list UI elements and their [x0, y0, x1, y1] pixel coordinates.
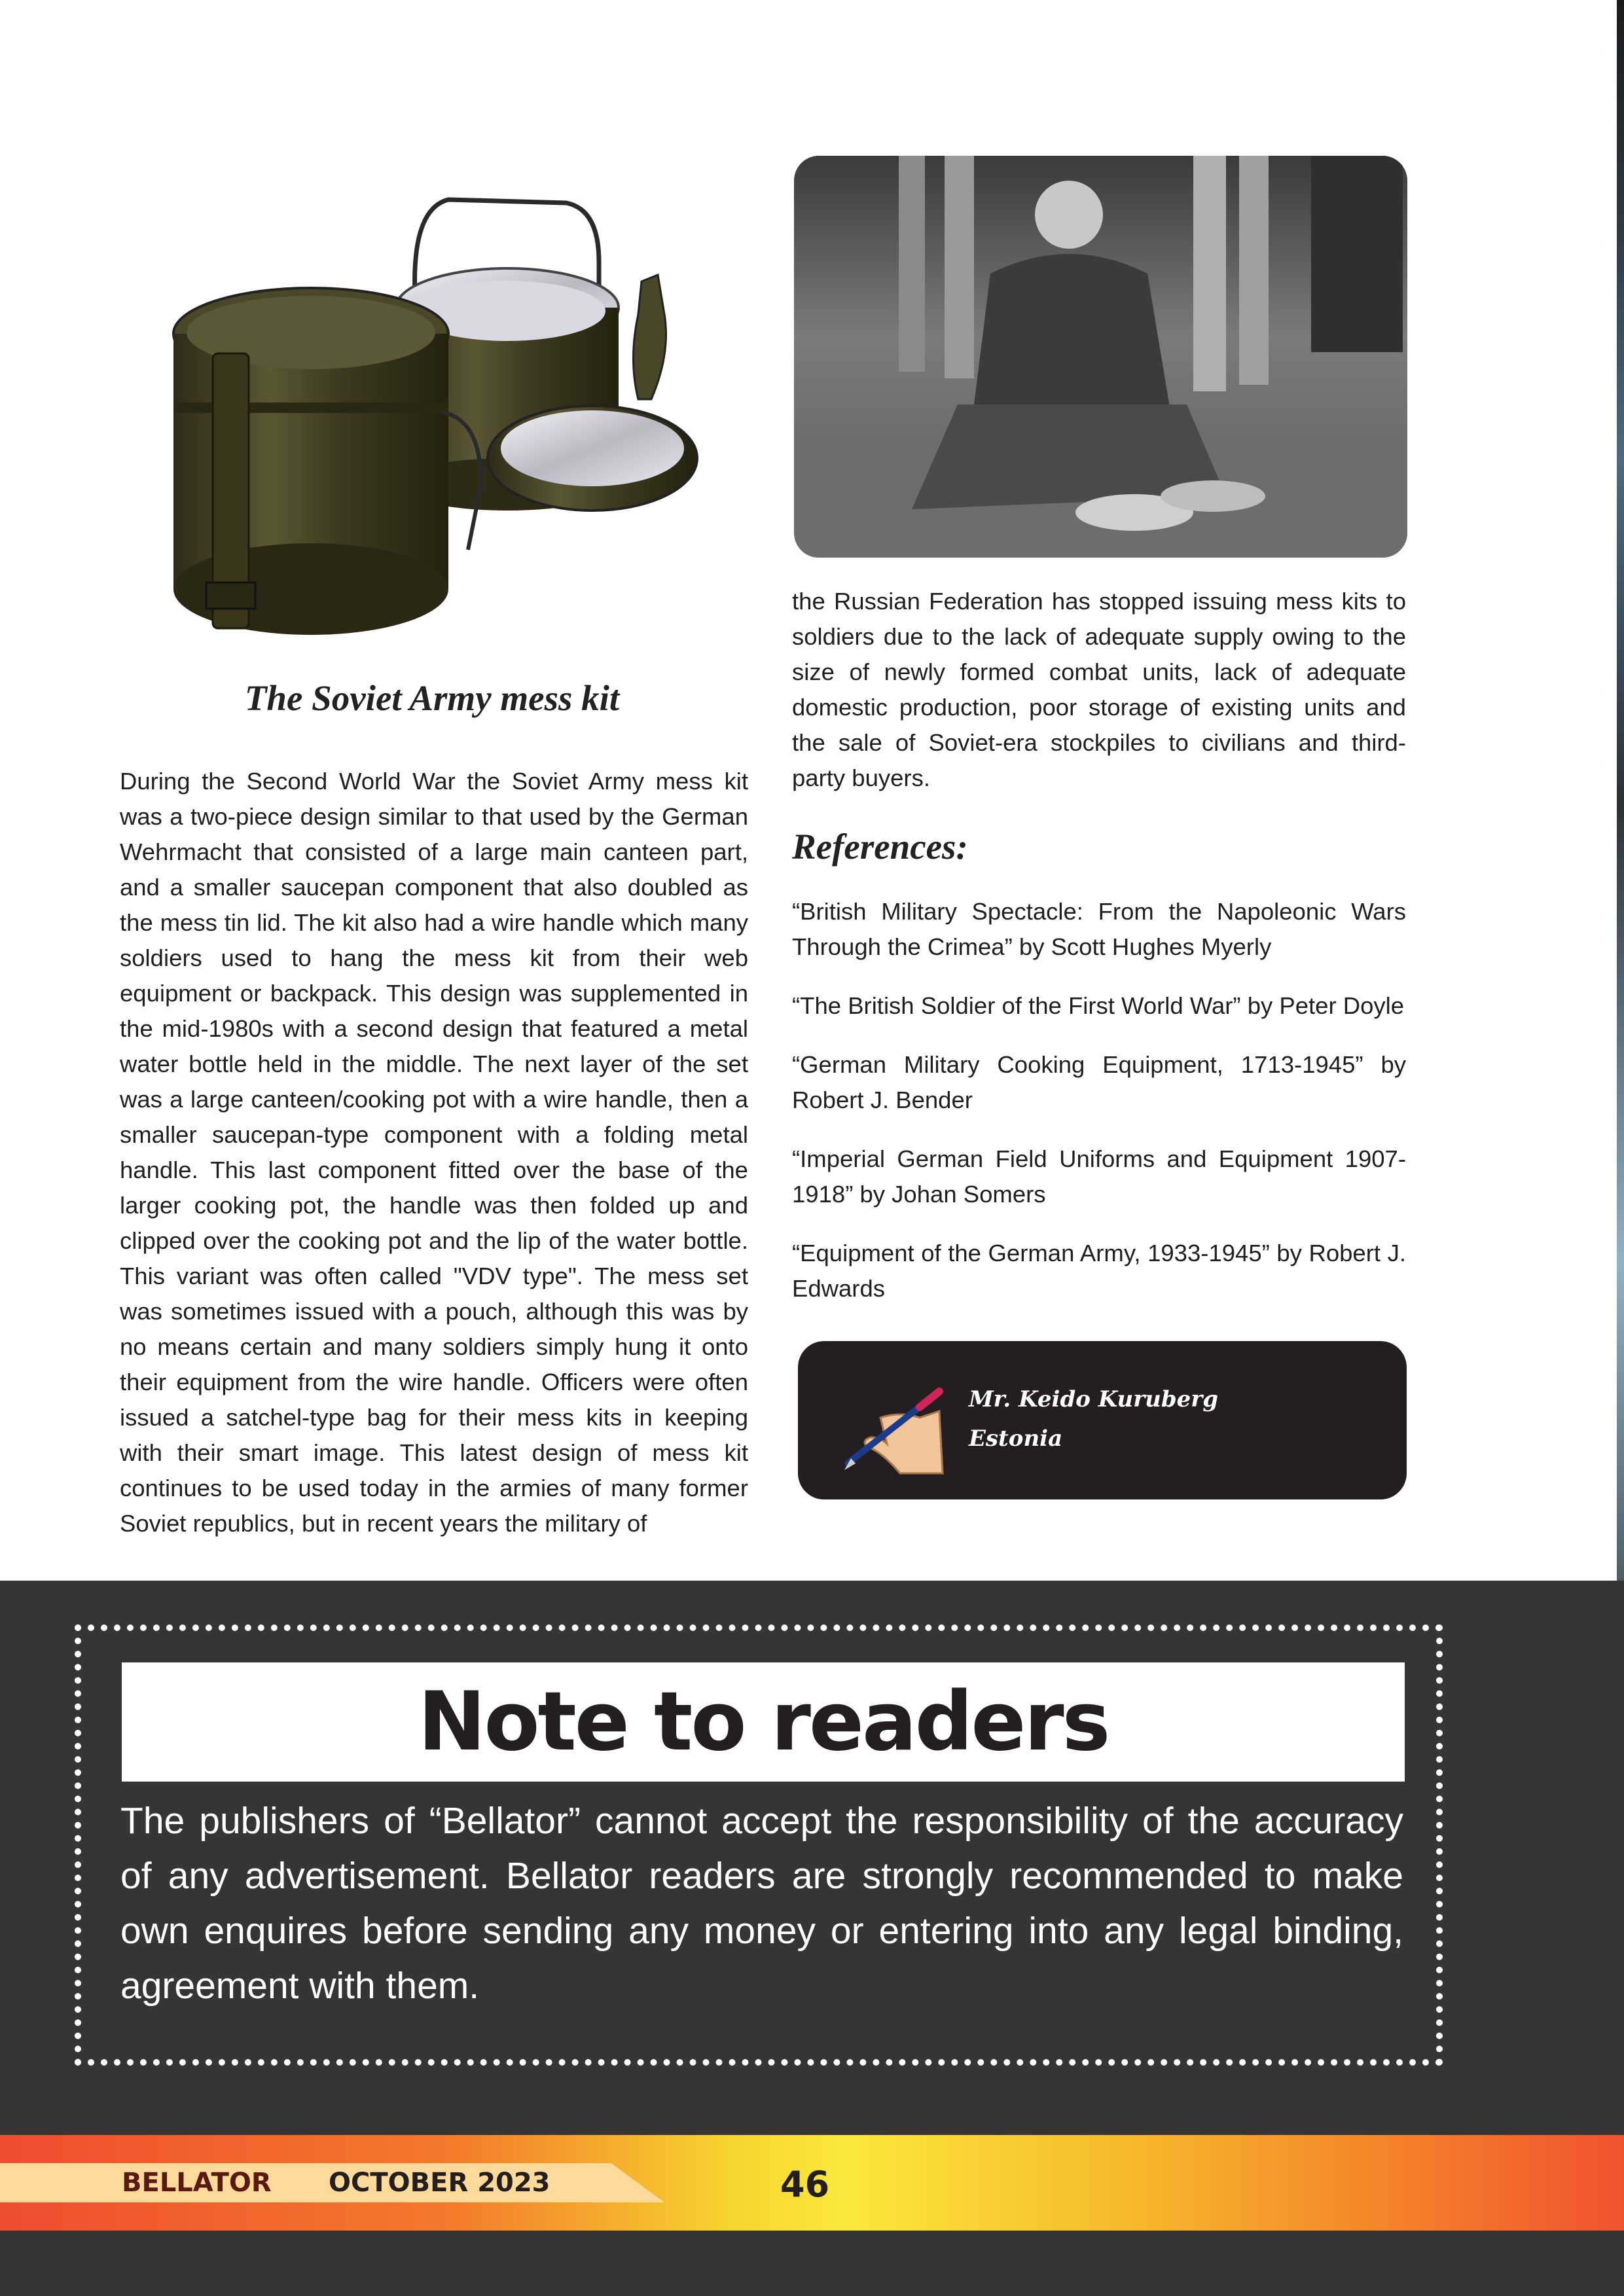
soldier-photo: [794, 156, 1407, 558]
article-body-left: During the Second World War the Soviet Army mess kit was a two-piece design similar to that used by the German Wehrmacht that consisted of a large main canteen part, and a smaller saucepan component that also doubled as the mess tin lid. The kit also had a wire handle which many soldiers used to hang the mess kit from their web equipment or backpack. This design was supplemented in the mid-1980s with a second design that featured a metal water bottle held in the middle. The next layer of the set was a large canteen/cooking pot with a wire handle, then a smaller saucepan-type component with a folding metal handle. This last component fitted over the base of the larger cooking pot, the handle was then folded up and clipped over the cooking pot and the lip of the water bottle. This variant was often called "VDV type". The mess set was sometimes issued with a pouch, although this was by no means certain and many soldiers simply hung it onto their equipment from the wire handle. Officers were often issued a satchel-type bag for their mess kits in keeping with their smart image. This latest design of mess kit continues to be used today in the armies of many former Soviet republics, but in recent years the military of: [120, 768, 748, 1537]
mess-kit-image: [141, 183, 730, 655]
page-number: 46: [780, 2164, 830, 2205]
image-caption: The Soviet Army mess kit: [244, 678, 620, 718]
author-country: Estonia: [969, 1426, 1063, 1452]
reference-item: “German Military Cooking Equipment, 1713-1945” by Robert J. Bender: [792, 1051, 1406, 1113]
references-heading: References:: [792, 827, 968, 867]
reference-item: “Equipment of the German Army, 1933-1945” by Robert J. Edwards: [792, 1240, 1406, 1302]
note-text: The publishers of “Bellator” cannot accept the responsibility of the accuracy of any advertisement. Bellator readers are strongly recommended to make own enquires before sending any money or entering into any legal binding, agreement with them.: [120, 1800, 1403, 2007]
note-title: Note to readers: [418, 1675, 1109, 1769]
reference-item: “Imperial German Field Uniforms and Equipment 1907-1918” by Johan Somers: [792, 1145, 1406, 1208]
hand-writing-pen-icon: [841, 1372, 959, 1477]
footer-issue-date: OCTOBER 2023: [329, 2168, 550, 2198]
footer-brand: BELLATOR: [122, 2168, 272, 2198]
author-name: Mr. Keido Kuruberg: [969, 1386, 1218, 1412]
reference-item: “The British Soldier of the First World War” by Peter Doyle: [792, 992, 1405, 1019]
article-body-right: the Russian Federation has stopped issuing mess kits to soldiers due to the lack of adequate supply owing to the size of newly formed combat units, lack of adequate domestic production, poor storage of existing units and the sale of Soviet-era stockpiles to civilians and third-party buyers.: [792, 588, 1406, 791]
references-list: [792, 894, 1406, 1330]
reference-item: “British Military Spectacle: From the Napoleonic Wars Through the Crimea” by Scott Hughes Myerly: [792, 898, 1406, 960]
